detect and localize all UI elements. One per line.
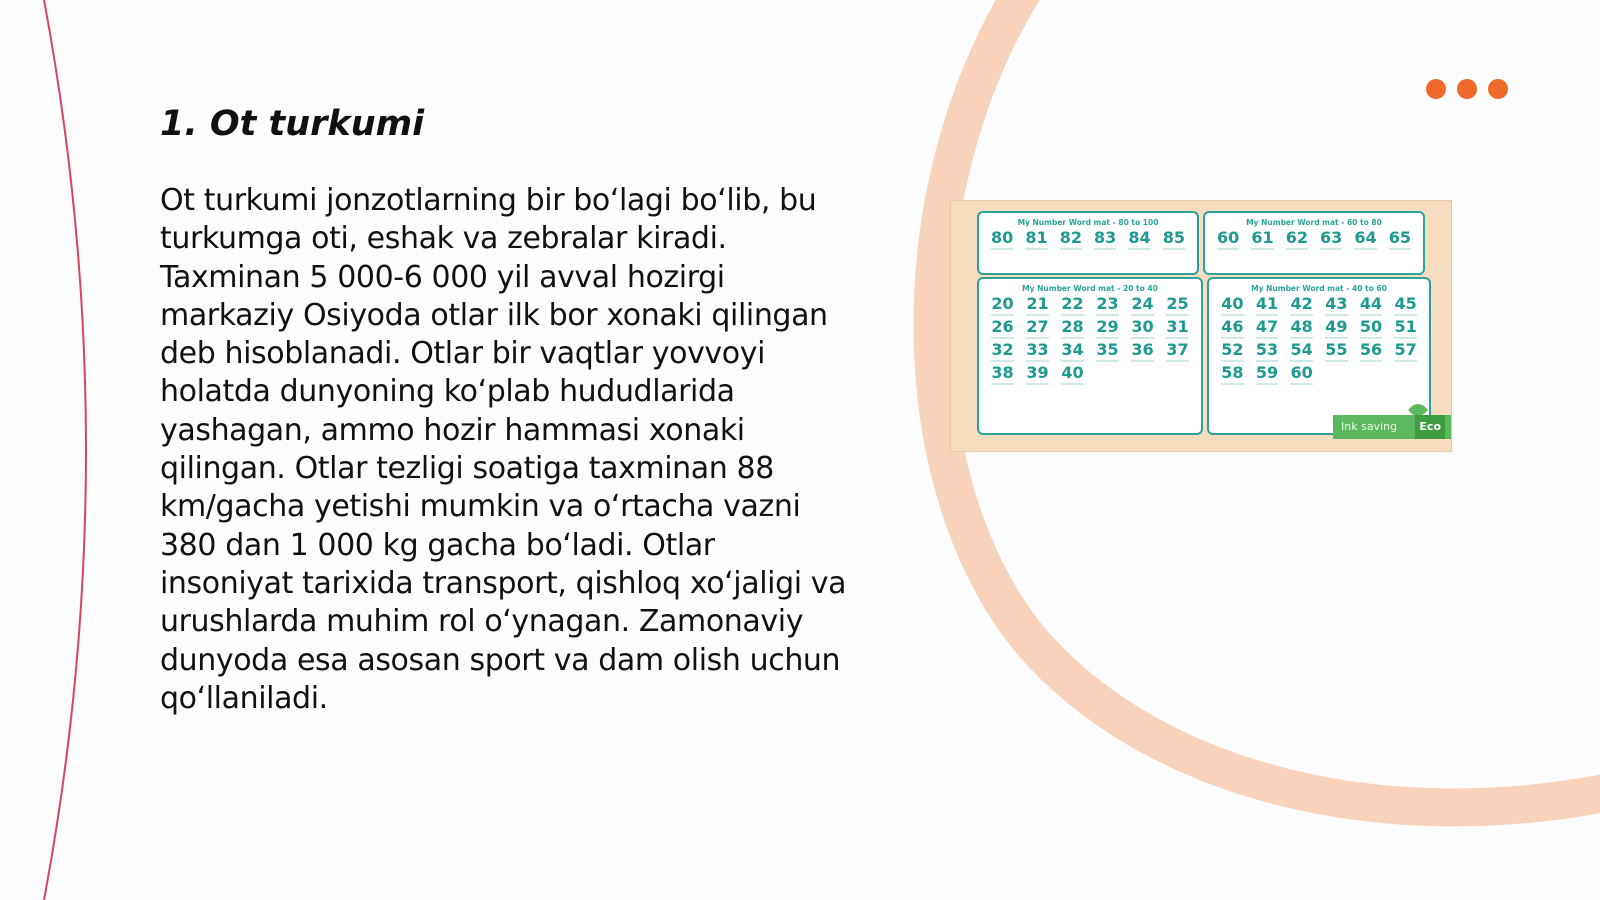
number-word-mat-image	[950, 200, 1452, 452]
mat-number: 47	[1255, 317, 1279, 336]
mat-number-cell	[1284, 294, 1319, 316]
word-line	[991, 337, 1014, 339]
mat-number-cell	[1160, 340, 1195, 362]
word-line	[1096, 314, 1119, 316]
mat-number: 27	[1026, 317, 1049, 336]
mat-number-cell	[1319, 294, 1354, 316]
mat-number-cell	[1354, 340, 1389, 362]
number-mat	[977, 277, 1203, 435]
word-line	[1290, 360, 1313, 362]
mat-number: 60	[1290, 363, 1313, 382]
mat-number: 21	[1026, 294, 1049, 313]
dot	[1426, 79, 1446, 99]
mat-number: 83	[1094, 228, 1117, 247]
mat-number-cell	[1388, 294, 1423, 316]
mat-number-cell	[1215, 363, 1250, 385]
mat-number: 50	[1359, 317, 1383, 336]
mat-number-cell	[1160, 317, 1195, 339]
mat-number: 62	[1285, 228, 1308, 247]
mat-number-cell	[1020, 317, 1055, 339]
word-line	[1096, 337, 1119, 339]
mat-number-cell	[985, 340, 1020, 362]
mat-number: 42	[1290, 294, 1313, 313]
mat-number-cell	[1055, 294, 1090, 316]
word-line	[1061, 314, 1084, 316]
mat-number-cell	[1088, 228, 1122, 250]
mat-number-grid	[1215, 294, 1423, 385]
word-line	[1131, 360, 1154, 362]
slide-body-text: Ot turkumi jonzotlarning bir bo‘lagi bo‘lib, bu turkumga oti, eshak va zebralar kiradi. Taxminan 5 000-6 000 yil avval hozirgi markaziy Osiyoda otlar ilk bor xonaki qilingan deb hisoblanadi. Otlar bir vaqtlar yovvoyi holatda dunyoning ko‘plab hududlarida yashagan, ammo hozir hammasi xonaki qilingan. Otlar tezligi soatiga taxminan 88 km/gacha yetishi mumkin va o‘rtacha vazni 380 dan 1 000 kg gacha bo‘ladi. Otlar insoniyat tarixida transport, qishloq xo‘jaligi va urushlarda muhim rol o‘ynagan. Zamonaviy dunyoda esa asosan sport va dam olish uchun qo‘llaniladi.	[160, 183, 847, 716]
word-line	[1163, 248, 1185, 250]
mat-number-cell	[985, 363, 1020, 385]
word-line	[991, 383, 1014, 385]
word-line	[1166, 360, 1189, 362]
mat-number-cell	[1314, 228, 1348, 250]
mat-number-grid	[985, 294, 1195, 385]
mat-number-cell	[1319, 340, 1354, 362]
dot	[1457, 79, 1477, 99]
mat-number-cell	[1280, 228, 1314, 250]
mat-number-cell	[1250, 317, 1285, 339]
mat-number: 32	[991, 340, 1014, 359]
word-line	[1026, 314, 1049, 316]
word-line	[1389, 248, 1411, 250]
word-line	[1256, 383, 1279, 385]
menu-dots-icon	[1426, 79, 1508, 99]
mat-number-cell	[1055, 363, 1090, 385]
word-line	[1026, 360, 1049, 362]
mat-number: 48	[1290, 317, 1313, 336]
word-line	[1061, 383, 1084, 385]
word-line	[1221, 337, 1244, 339]
word-line	[1131, 337, 1154, 339]
word-line	[991, 360, 1014, 362]
word-line	[1256, 314, 1279, 316]
mat-number: 54	[1290, 340, 1313, 359]
mat-number: 84	[1128, 228, 1151, 247]
mat-number-cell	[1125, 294, 1160, 316]
mat-number: 33	[1026, 340, 1049, 359]
mat-number: 80	[991, 228, 1014, 247]
mat-number-cell	[1055, 340, 1090, 362]
word-line	[1131, 314, 1154, 316]
mat-number-cell	[1284, 340, 1319, 362]
mat-number: 53	[1255, 340, 1279, 359]
mat-number: 29	[1096, 317, 1119, 336]
word-line	[1060, 248, 1082, 250]
badge-tag: Eco	[1415, 415, 1445, 439]
mat-number: 46	[1221, 317, 1244, 336]
mat-number: 59	[1255, 363, 1279, 382]
mat-number-grid	[1211, 228, 1417, 250]
word-line	[1360, 314, 1383, 316]
word-line	[1394, 360, 1417, 362]
number-mat	[977, 211, 1199, 275]
mat-number: 22	[1061, 294, 1084, 313]
mat-number-cell	[1211, 228, 1245, 250]
mat-number: 63	[1320, 228, 1343, 247]
mat-number: 85	[1162, 228, 1185, 247]
mat-number: 35	[1096, 340, 1119, 359]
word-line	[1094, 248, 1116, 250]
word-line	[991, 248, 1013, 250]
mat-number: 64	[1354, 228, 1377, 247]
mat-number-cell	[1215, 294, 1250, 316]
word-line	[1320, 248, 1342, 250]
word-line	[1061, 360, 1084, 362]
mat-number-cell	[1388, 317, 1423, 339]
mat-number-cell	[1020, 340, 1055, 362]
mat-number-cell	[1157, 228, 1191, 250]
mat-title: My Number Word mat - 60 to 80	[1246, 218, 1382, 227]
mat-number: 36	[1131, 340, 1154, 359]
mat-number: 43	[1325, 294, 1348, 313]
word-line	[1325, 360, 1348, 362]
mat-title: My Number Word mat - 20 to 40	[1022, 284, 1158, 293]
word-line	[1221, 383, 1244, 385]
mat-number-cell	[1122, 228, 1156, 250]
mat-number: 30	[1131, 317, 1154, 336]
word-line	[1128, 248, 1150, 250]
mat-number: 61	[1251, 228, 1274, 247]
mat-number: 65	[1388, 228, 1411, 247]
word-line	[1256, 360, 1279, 362]
mat-number: 25	[1166, 294, 1189, 313]
mat-number: 37	[1166, 340, 1189, 359]
word-line	[1290, 337, 1313, 339]
badge-text: Ink saving	[1341, 420, 1398, 433]
mat-number: 57	[1394, 340, 1417, 359]
mat-number: 38	[991, 363, 1014, 382]
mat-number-cell	[985, 294, 1020, 316]
mat-number-cell	[1054, 228, 1088, 250]
word-line	[1025, 248, 1047, 250]
mat-number-cell	[1090, 340, 1125, 362]
mat-number-cell	[1250, 340, 1285, 362]
mat-number: 52	[1221, 340, 1244, 359]
word-line	[1221, 314, 1244, 316]
mat-number-cell	[1284, 317, 1319, 339]
word-line	[1166, 314, 1189, 316]
mat-number: 60	[1217, 228, 1240, 247]
mat-number-cell	[1319, 317, 1354, 339]
mat-number-cell	[1020, 294, 1055, 316]
word-line	[1026, 383, 1049, 385]
mat-number-cell	[1055, 317, 1090, 339]
mat-number-cell	[1250, 363, 1285, 385]
left-accent-line	[44, 0, 86, 900]
mat-number: 56	[1359, 340, 1383, 359]
word-line	[1217, 248, 1239, 250]
word-line	[1290, 383, 1313, 385]
word-line	[1286, 248, 1308, 250]
mat-number-cell	[1019, 228, 1053, 250]
mat-number-cell	[1245, 228, 1279, 250]
mat-number: 45	[1394, 294, 1417, 313]
slide-title: 1. Ot turkumi	[160, 104, 425, 144]
number-mat	[1203, 211, 1425, 275]
mat-title: My Number Word mat - 40 to 60	[1251, 284, 1387, 293]
mat-number: 82	[1059, 228, 1082, 247]
mat-number: 58	[1221, 363, 1244, 382]
word-line	[1096, 360, 1119, 362]
mat-number: 55	[1325, 340, 1348, 359]
word-line	[1026, 337, 1049, 339]
mat-number: 41	[1255, 294, 1279, 313]
mat-number-cell	[1160, 294, 1195, 316]
mat-number: 51	[1394, 317, 1417, 336]
mat-number: 40	[1061, 363, 1084, 382]
mat-number-cell	[1125, 317, 1160, 339]
mat-number: 81	[1025, 228, 1048, 247]
word-line	[1166, 337, 1189, 339]
dot	[1488, 79, 1508, 99]
mat-number: 28	[1061, 317, 1084, 336]
mat-number-cell	[1090, 294, 1125, 316]
mat-number: 24	[1131, 294, 1154, 313]
mat-number-cell	[1388, 340, 1423, 362]
mat-number: 20	[991, 294, 1014, 313]
word-line	[1251, 248, 1273, 250]
word-line	[1394, 314, 1417, 316]
mat-number: 31	[1166, 317, 1189, 336]
mat-number-cell	[985, 317, 1020, 339]
mat-number: 39	[1026, 363, 1049, 382]
mat-number-cell	[1090, 317, 1125, 339]
mat-number-cell	[1383, 228, 1417, 250]
word-line	[1256, 337, 1279, 339]
mat-number-cell	[1354, 317, 1389, 339]
ink-saving-badge	[1333, 415, 1451, 439]
word-line	[1061, 337, 1084, 339]
mat-number-grid	[985, 228, 1191, 250]
mat-number: 49	[1325, 317, 1348, 336]
mat-number: 44	[1359, 294, 1383, 313]
mat-number: 26	[991, 317, 1014, 336]
word-line	[1325, 314, 1348, 316]
word-line	[1354, 248, 1376, 250]
mat-number-cell	[1215, 317, 1250, 339]
word-line	[1360, 360, 1383, 362]
mat-number-cell	[1348, 228, 1382, 250]
mat-number-cell	[1354, 294, 1389, 316]
word-line	[991, 314, 1014, 316]
mat-number: 23	[1096, 294, 1119, 313]
word-line	[1394, 337, 1417, 339]
mat-title: My Number Word mat - 80 to 100	[1017, 218, 1159, 227]
word-line	[1360, 337, 1383, 339]
mat-number-cell	[1250, 294, 1285, 316]
mat-number-cell	[1125, 340, 1160, 362]
mat-number-cell	[985, 228, 1019, 250]
mat-number-cell	[1215, 340, 1250, 362]
mat-number-cell	[1020, 363, 1055, 385]
number-mat	[1207, 277, 1431, 435]
word-line	[1290, 314, 1313, 316]
mat-number: 34	[1061, 340, 1084, 359]
word-line	[1325, 337, 1348, 339]
word-line	[1221, 360, 1244, 362]
mat-number-cell	[1284, 363, 1319, 385]
mat-number: 40	[1221, 294, 1244, 313]
